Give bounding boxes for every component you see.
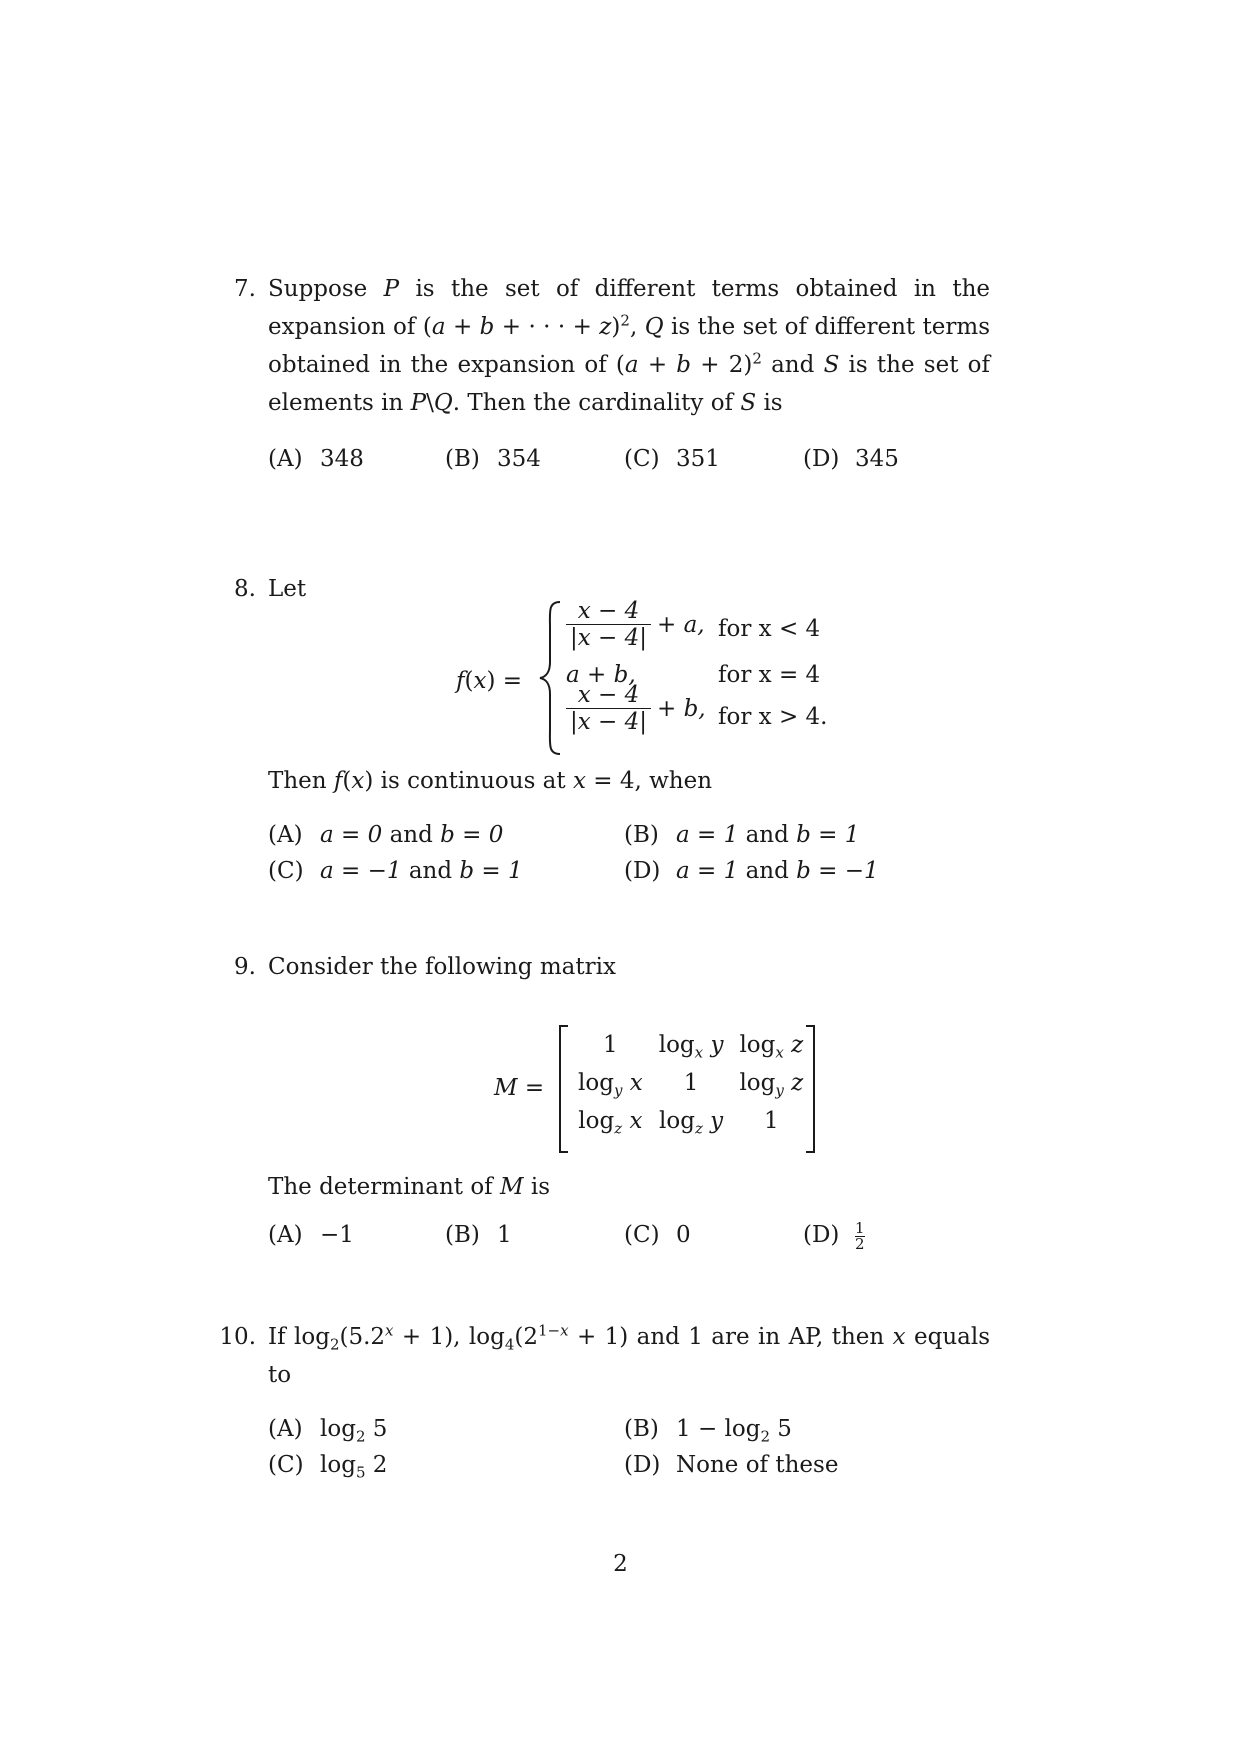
option-b: (B) 354	[445, 446, 541, 472]
question-intro: Consider the following matrix	[268, 954, 616, 980]
matrix-entries: 1 $\log_x y$ $\log_x z$ $\log_y x$ 1 $\log_y z$ $\log_z x$ $\log_z y$ 1	[578, 1032, 804, 1138]
piece-row-1: $\frac{x - 4}{|x - 4|}$ + a,	[566, 598, 705, 651]
piece-row-3: $\frac{x - 4}{|x - 4|}$ + b,	[566, 682, 706, 735]
question-10	[219, 1318, 991, 1486]
question-text: Then f(x) is continuous at x = 4, when	[268, 768, 713, 794]
option-d: (D) $\frac{1}{2}$	[803, 1218, 865, 1253]
answer-options	[268, 816, 990, 892]
matrix-m	[494, 1024, 824, 1154]
option-c: (C) $\log_5 2$	[268, 1452, 388, 1482]
question-intro: Let	[268, 576, 307, 602]
question-number: 10.	[219, 1324, 256, 1350]
condition-2: for x = 4	[718, 662, 821, 688]
question-text: The determinant of M is	[268, 1174, 551, 1200]
function-lhs: f(x) =	[456, 668, 523, 694]
option-c: (C) 351	[624, 446, 720, 472]
page-number: 2	[613, 1551, 628, 1577]
condition-3: for x > 4.	[718, 704, 828, 730]
question-number: 8.	[234, 576, 256, 602]
option-a: (A) a = 0 and b = 0	[268, 822, 504, 848]
question-8-continuation	[268, 762, 990, 892]
option-a: (A) 348	[268, 446, 364, 472]
question-9	[234, 948, 990, 986]
option-b: (B) a = 1 and b = 1	[624, 822, 860, 848]
answer-options	[268, 1216, 990, 1256]
answer-options	[268, 1410, 990, 1486]
matrix-lhs: M =	[494, 1075, 545, 1101]
question-number: 7.	[234, 276, 256, 302]
left-brace-icon	[538, 598, 568, 758]
question-9-continuation	[268, 1168, 990, 1256]
option-c: (C) a = −1 and b = 1	[268, 858, 523, 884]
answer-options	[268, 440, 990, 480]
option-a: (A) −1	[268, 1222, 354, 1248]
option-b: (B) 1	[445, 1222, 512, 1248]
condition-1: for x < 4	[718, 616, 821, 642]
option-d: (D) None of these	[624, 1452, 839, 1478]
question-number: 9.	[234, 954, 256, 980]
question-text: Suppose P is the set of different terms obtained in the expansion of (a + b + · · · + z)$^2$, Q is the set of different terms obtained in the expansion of $(a + b + 2)^2$ and S is the set of elements in P\Q. Then the cardinality of S is	[268, 276, 991, 416]
option-c: (C) 0	[624, 1222, 691, 1248]
option-a: (A) $\log_2 5$	[268, 1416, 388, 1446]
option-b: (B) $1 - \log_2 5$	[624, 1416, 792, 1446]
option-d: (D) 345	[803, 446, 899, 472]
option-d: (D) a = 1 and b = −1	[624, 858, 879, 884]
piecewise-function	[456, 598, 856, 758]
question-7	[234, 270, 991, 480]
question-text: If $\log_2(5.2^x + 1)$, $\log_4(2^{1-x} + 1)$ and 1 are in AP, then x equals to	[268, 1321, 991, 1388]
piece-row-2: a + b,	[566, 662, 636, 688]
